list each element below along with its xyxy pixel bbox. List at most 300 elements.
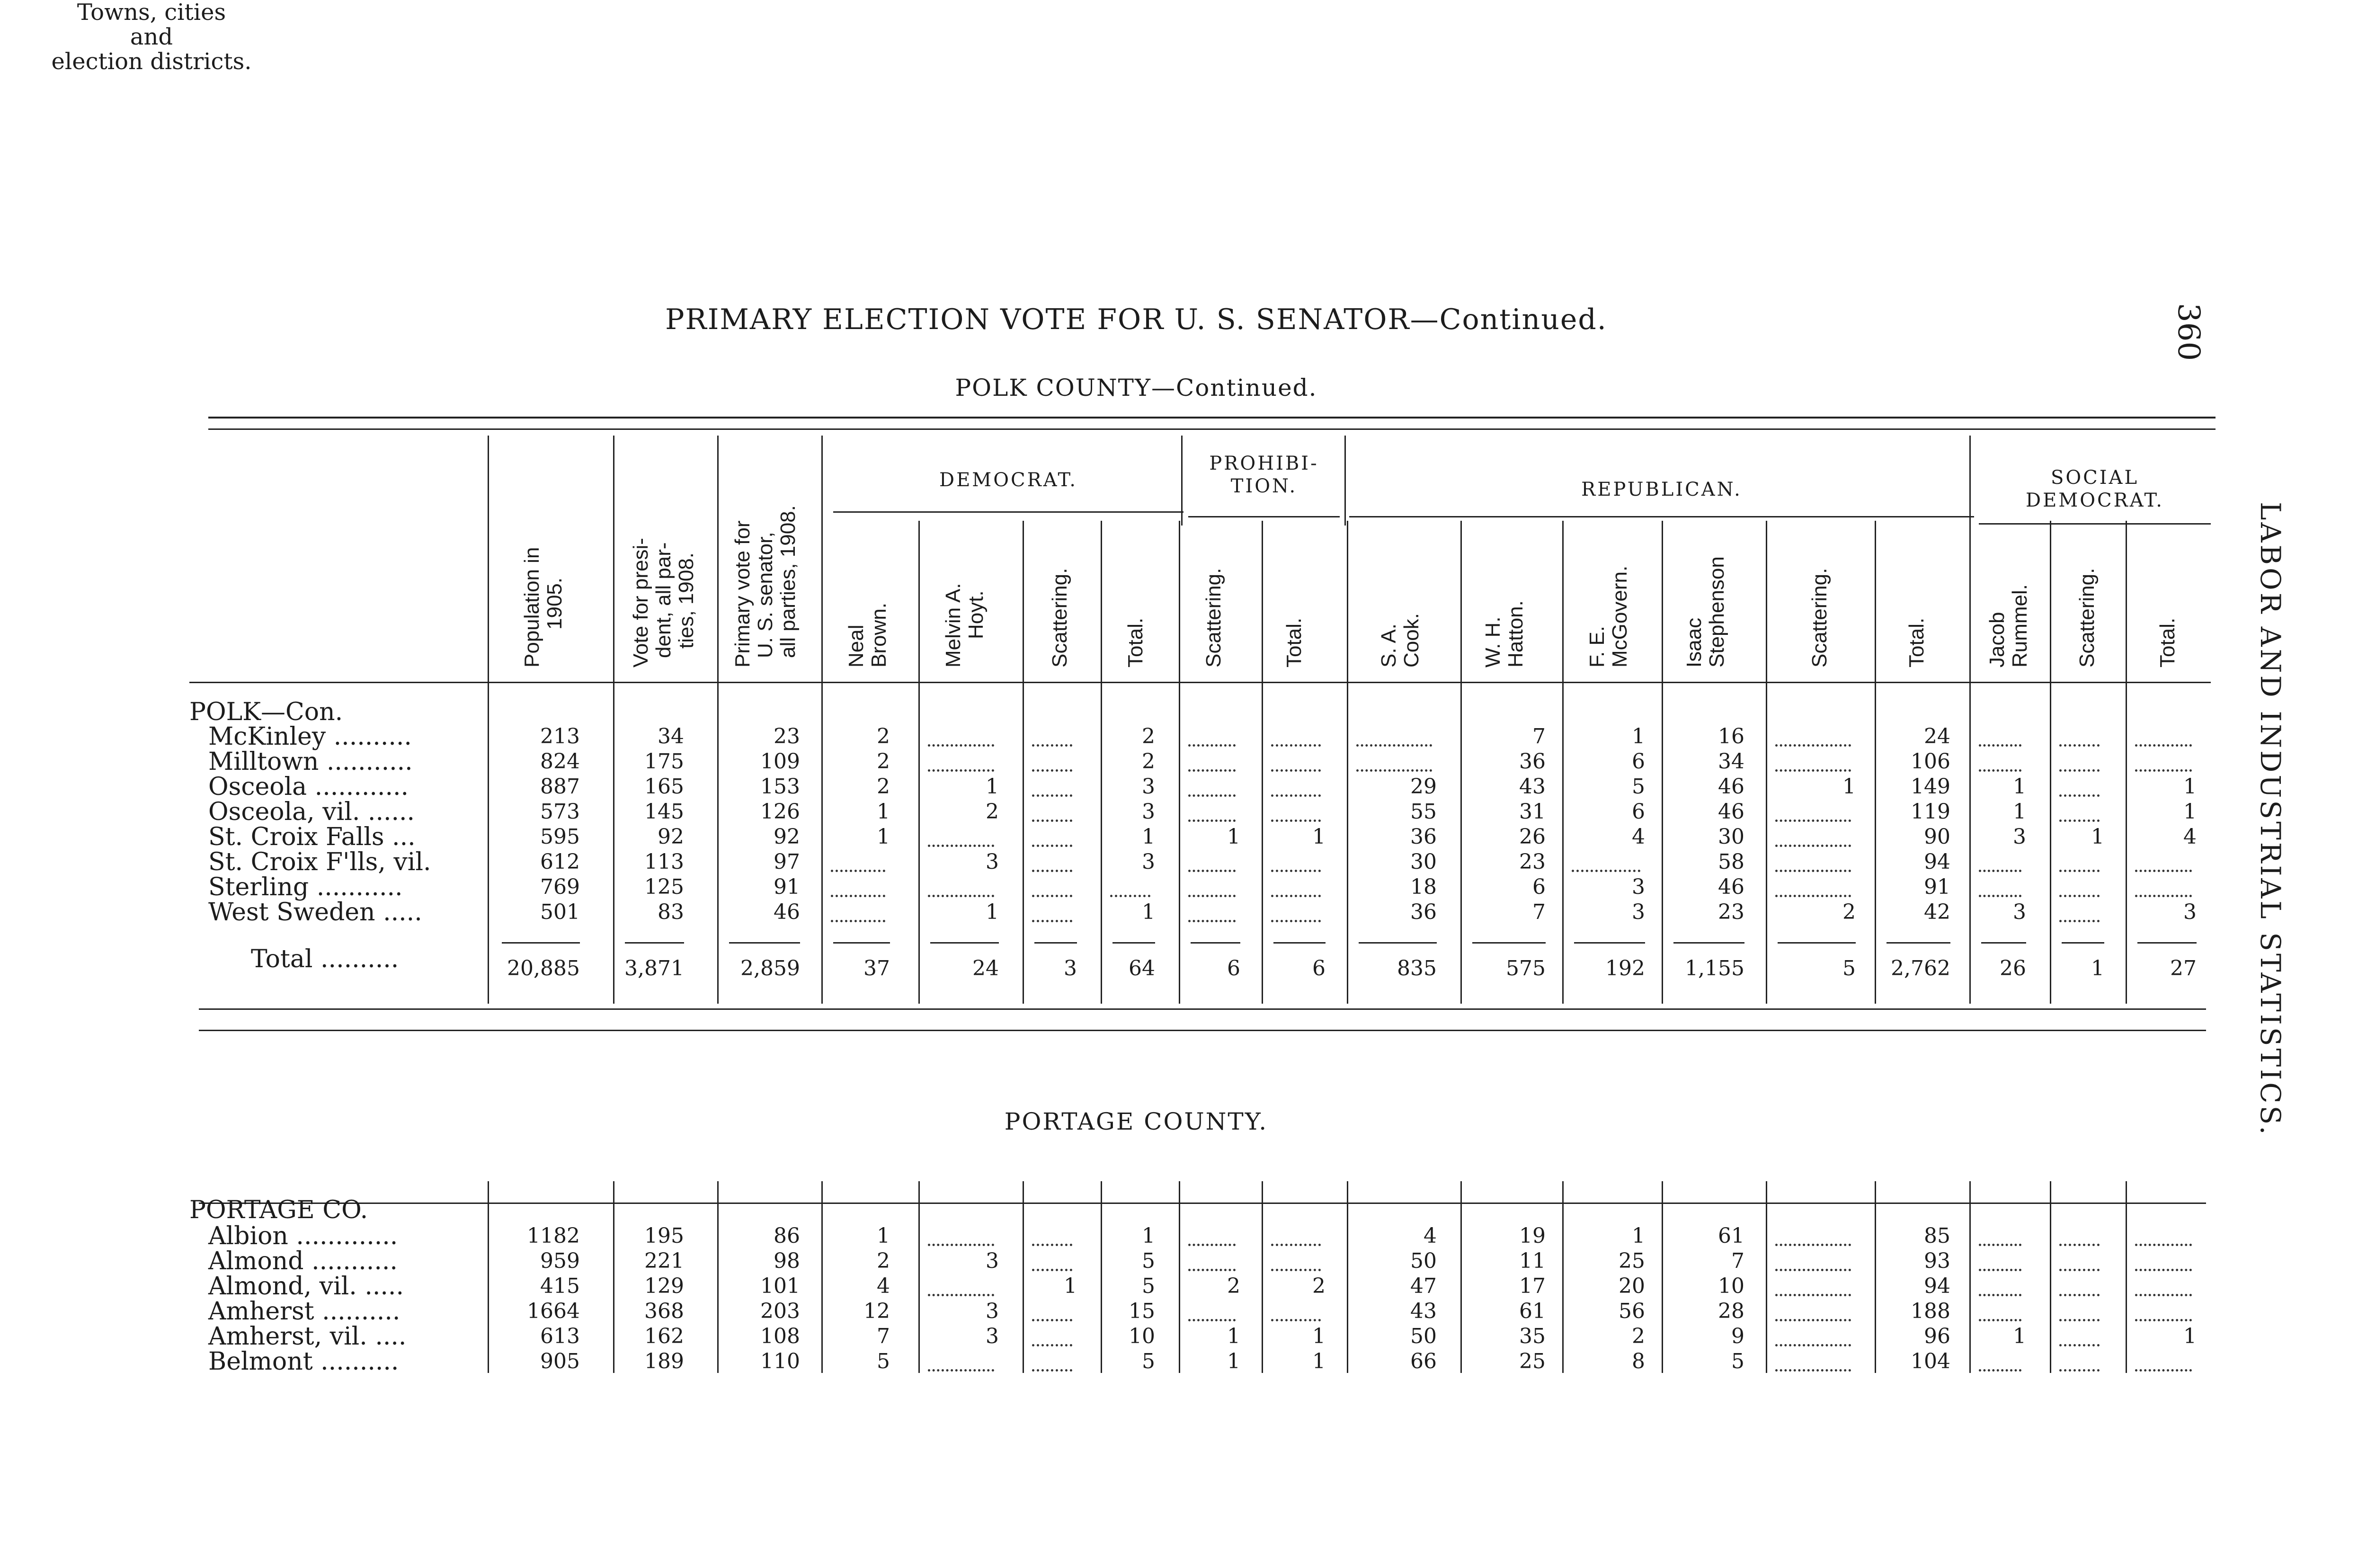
- polk-cell-primary-vote: 97: [774, 850, 800, 874]
- column-rule: [613, 436, 614, 1004]
- polk-leader-dots: [1188, 801, 1236, 822]
- polk-cell-vote-president: 34: [658, 724, 684, 748]
- portage-cell-dem-total: 10: [1129, 1324, 1155, 1348]
- polk-cell-population: 213: [540, 724, 580, 748]
- portage-cell-dem-total: 5: [1142, 1274, 1155, 1298]
- polk-leader-dots: [1032, 750, 1072, 772]
- portage-leader-dots: [1775, 1350, 1851, 1372]
- column-rule: [1262, 521, 1263, 1004]
- polk-total-rummel: 26: [2000, 956, 2026, 980]
- column-rule: [613, 1181, 614, 1373]
- portage-leader-dots: [1979, 1300, 2021, 1321]
- column-rule: [1262, 1181, 1263, 1373]
- portage-cell-primary-vote: 110: [760, 1349, 800, 1373]
- polk-leader-dots: [1775, 801, 1851, 822]
- col-header-pro-total-line-1: Total.: [1282, 617, 1306, 668]
- polk-cell-melvin-hoyt: 1: [986, 900, 999, 924]
- portage-cell-stephenson: 7: [1731, 1249, 1744, 1273]
- col-header-hatton-line-1: W. H.: [1481, 616, 1504, 668]
- portage-subtitle: PORTAGE COUNTY.: [1004, 1108, 1268, 1135]
- col-header-neal-brown-line-1: Neal: [845, 624, 868, 668]
- column-rule: [1562, 521, 1564, 1004]
- column-rule: [1662, 1181, 1663, 1373]
- portage-section-label: PORTAGE CO.: [189, 1196, 368, 1224]
- polk-cell-dem-total: 2: [1142, 724, 1155, 748]
- polk-leader-dots: [928, 876, 994, 897]
- portage-cell-dem-total: 1: [1142, 1224, 1155, 1248]
- polk-row-label: Osceola ............: [208, 773, 409, 801]
- portage-leader-dots: [1271, 1300, 1321, 1321]
- portage-leader-dots: [1979, 1350, 2021, 1372]
- col-header-dem-scattering-line-1: Scattering.: [1048, 568, 1071, 668]
- polk-row-label: McKinley ..........: [208, 722, 412, 751]
- polk-total-vote-president: 3,871: [624, 956, 684, 980]
- portage-leader-dots: [1271, 1225, 1321, 1246]
- polk-section-label: POLK—Con.: [189, 698, 343, 726]
- polk-cell-primary-vote: 46: [774, 900, 800, 924]
- polk-leader-dots: [2059, 775, 2100, 797]
- polk-row-label: Osceola, vil. ......: [208, 798, 415, 826]
- portage-leader-dots: [2059, 1225, 2100, 1246]
- col-header-cook-line-2: Cook.: [1400, 613, 1423, 668]
- col-header-hatton: [1482, 600, 1527, 668]
- total-rule: [930, 942, 999, 944]
- total-rule: [1034, 942, 1077, 944]
- polk-bottom-rule: [199, 1008, 2206, 1010]
- group-rule: [1969, 436, 1971, 526]
- democrat-header: DEMOCRAT.: [939, 469, 1077, 491]
- polk-leader-dots: [1775, 750, 1851, 772]
- portage-cell-pro-total: 2: [1312, 1274, 1326, 1298]
- portage-cell-cook: 4: [1424, 1224, 1437, 1248]
- polk-leader-dots: [2135, 725, 2192, 747]
- polk-cell-rep-total: 24: [1924, 724, 1950, 748]
- column-rule: [488, 436, 489, 1004]
- polk-leader-dots: [1188, 750, 1236, 772]
- polk-cell-sd-scattering: 1: [2091, 825, 2104, 849]
- col-header-neal-brown: [845, 603, 890, 668]
- col-header-sd-total-line-1: Total.: [2156, 617, 2179, 668]
- polk-cell-sd-total: 1: [2183, 800, 2197, 824]
- polk-cell-primary-vote: 109: [760, 749, 800, 774]
- polk-leader-dots: [1188, 851, 1236, 872]
- portage-cell-melvin-hoyt: 3: [986, 1324, 999, 1348]
- polk-cell-cook: 30: [1410, 850, 1437, 874]
- portage-leader-dots: [2059, 1350, 2100, 1372]
- polk-total-population: 20,885: [507, 956, 580, 980]
- polk-cell-population: 595: [540, 825, 580, 849]
- portage-cell-rep-total: 93: [1924, 1249, 1950, 1273]
- column-rule: [1023, 521, 1024, 1004]
- portage-cell-mcgovern: 25: [1619, 1249, 1645, 1273]
- total-rule: [2137, 942, 2197, 944]
- polk-cell-dem-total: 2: [1142, 749, 1155, 774]
- polk-cell-population: 612: [540, 850, 580, 874]
- polk-cell-stephenson: 58: [1718, 850, 1744, 874]
- polk-cell-cook: 29: [1410, 775, 1437, 799]
- portage-cell-pro-scattering: 1: [1227, 1324, 1240, 1348]
- total-rule: [2062, 942, 2104, 944]
- total-rule: [1112, 942, 1155, 944]
- polk-leader-dots: [1032, 851, 1072, 872]
- polk-cell-melvin-hoyt: 3: [986, 850, 999, 874]
- polk-leader-dots: [1775, 876, 1851, 897]
- portage-cell-hatton: 17: [1519, 1274, 1546, 1298]
- polk-leader-dots: [1271, 725, 1321, 747]
- polk-cell-dem-total: 3: [1142, 800, 1155, 824]
- col-header-melvin-hoyt-line-2: Hoyt.: [964, 590, 988, 639]
- portage-cell-stephenson: 5: [1731, 1349, 1744, 1373]
- polk-cell-vote-president: 113: [644, 850, 684, 874]
- portage-cell-neal-brown: 12: [863, 1299, 890, 1323]
- column-rule: [1101, 521, 1102, 1004]
- polk-cell-mcgovern: 3: [1632, 875, 1645, 899]
- col-header-mcgovern-line-2: McGovern.: [1608, 565, 1631, 668]
- polk-cell-stephenson: 46: [1718, 775, 1744, 799]
- col-header-rep-total: [1905, 618, 1928, 668]
- portage-cell-vote-president: 221: [644, 1249, 684, 1273]
- polk-leader-dots: [1979, 851, 2021, 872]
- social-democrat-underline: [1979, 523, 2211, 525]
- col-header-population: [521, 547, 566, 668]
- portage-leader-dots: [1775, 1250, 1851, 1271]
- col-header-sd-scattering-line-1: Scattering.: [2075, 568, 2099, 668]
- portage-cell-rep-total: 85: [1924, 1224, 1950, 1248]
- portage-cell-cook: 66: [1410, 1349, 1437, 1373]
- column-rule: [1662, 521, 1663, 1004]
- polk-cell-population: 501: [540, 900, 580, 924]
- polk-leader-dots: [1271, 851, 1321, 872]
- portage-row-label: Almond, vil. .....: [208, 1272, 404, 1301]
- polk-leader-dots: [1032, 775, 1072, 797]
- column-rule: [1766, 1181, 1767, 1373]
- polk-cell-neal-brown: 1: [877, 825, 890, 849]
- portage-row-label: Almond ...........: [208, 1247, 398, 1275]
- polk-leader-dots: [1110, 876, 1150, 897]
- col-header-dem-total-line-1: Total.: [1124, 617, 1147, 668]
- portage-cell-primary-vote: 98: [774, 1249, 800, 1273]
- column-rule: [2050, 1181, 2051, 1373]
- polk-cell-mcgovern: 6: [1632, 800, 1645, 824]
- polk-leader-dots: [1032, 801, 1072, 822]
- polk-cell-neal-brown: 2: [877, 724, 890, 748]
- portage-cell-dem-total: 5: [1142, 1349, 1155, 1373]
- portage-leader-dots: [1775, 1325, 1851, 1346]
- portage-cell-vote-president: 189: [644, 1349, 684, 1373]
- polk-cell-rep-scattering: 2: [1842, 900, 1856, 924]
- polk-cell-vote-president: 92: [658, 825, 684, 849]
- col-header-cook: [1378, 613, 1423, 668]
- polk-leader-dots: [1032, 725, 1072, 747]
- portage-cell-pro-scattering: 1: [1227, 1349, 1240, 1373]
- polk-cell-dem-total: 3: [1142, 775, 1155, 799]
- polk-total-pro-scattering: 6: [1227, 956, 1240, 980]
- column-rule: [1347, 521, 1348, 1004]
- portage-cell-mcgovern: 2: [1632, 1324, 1645, 1348]
- col-header-stephenson-line-1: Isaac: [1682, 617, 1706, 668]
- portage-cell-mcgovern: 56: [1619, 1299, 1645, 1323]
- portage-cell-mcgovern: 1: [1632, 1224, 1645, 1248]
- polk-total-rep-total: 2,762: [1891, 956, 1950, 980]
- portage-leader-dots: [1188, 1300, 1236, 1321]
- portage-cell-vote-president: 368: [644, 1299, 684, 1323]
- col-header-pro-total: [1283, 618, 1306, 668]
- total-rule: [1981, 942, 2026, 944]
- polk-subtitle: POLK COUNTY—Continued.: [955, 374, 1317, 401]
- header-bottom-rule: [189, 682, 2211, 683]
- column-rule: [1460, 1181, 1462, 1373]
- total-rule: [1574, 942, 1645, 944]
- col-header-rummel-line-2: Rummel.: [2008, 584, 2031, 668]
- polk-cell-mcgovern: 3: [1632, 900, 1645, 924]
- col-header-stephenson-line-2: Stephenson: [1705, 556, 1728, 668]
- portage-cell-population: 959: [540, 1249, 580, 1273]
- polk-cell-stephenson: 46: [1718, 800, 1744, 824]
- polk-total-mcgovern: 192: [1605, 956, 1645, 980]
- prohibition-header: [1188, 452, 1340, 498]
- total-rule: [502, 942, 580, 944]
- page-title: PRIMARY ELECTION VOTE FOR U. S. SENATOR—Continued.: [665, 303, 1607, 336]
- polk-cell-hatton: 7: [1532, 900, 1546, 924]
- polk-cell-dem-total: 1: [1142, 825, 1155, 849]
- portage-leader-dots: [928, 1275, 994, 1296]
- portage-cell-dem-scattering: 1: [1064, 1274, 1077, 1298]
- polk-cell-rep-total: 42: [1924, 900, 1950, 924]
- portage-cell-pro-total: 1: [1312, 1324, 1326, 1348]
- col-header-rummel-line-1: Jacob: [1985, 612, 2009, 668]
- polk-leader-dots: [1271, 876, 1321, 897]
- polk-cell-neal-brown: 1: [877, 800, 890, 824]
- table-top-rule-2: [208, 428, 2216, 430]
- polk-cell-vote-president: 165: [644, 775, 684, 799]
- portage-cell-sd-total: 1: [2183, 1324, 2197, 1348]
- polk-leader-dots: [1271, 775, 1321, 797]
- polk-cell-neal-brown: 2: [877, 775, 890, 799]
- col-header-sd-total: [2156, 618, 2179, 668]
- portage-row-label: Belmont ..........: [208, 1347, 399, 1376]
- column-rule: [717, 436, 719, 1004]
- polk-cell-hatton: 43: [1519, 775, 1546, 799]
- column-rule: [918, 521, 920, 1004]
- column-rule: [1179, 521, 1180, 1004]
- polk-cell-rep-total: 91: [1924, 875, 1950, 899]
- polk-cell-rummel: 3: [2013, 825, 2026, 849]
- total-rule: [729, 942, 800, 944]
- polk-cell-cook: 18: [1410, 875, 1437, 899]
- col-header-primary-vote-line-3: all parties, 1908.: [776, 505, 800, 658]
- column-rule: [1969, 1181, 1971, 1373]
- polk-row-label: Sterling ...........: [208, 873, 403, 901]
- polk-cell-primary-vote: 91: [774, 875, 800, 899]
- portage-leader-dots: [1775, 1225, 1851, 1246]
- col-header-cook-line-1: S. A.: [1377, 624, 1400, 668]
- stub-header-line-2: and: [130, 24, 173, 50]
- polk-cell-rep-total: 149: [1911, 775, 1950, 799]
- polk-cell-rummel: 3: [2013, 900, 2026, 924]
- polk-cell-rummel: 1: [2013, 775, 2026, 799]
- polk-leader-dots: [1979, 876, 2021, 897]
- portage-leader-dots: [1775, 1300, 1851, 1321]
- portage-leader-dots: [1775, 1275, 1851, 1296]
- polk-cell-cook: 36: [1410, 825, 1437, 849]
- portage-leader-dots: [928, 1350, 994, 1372]
- polk-cell-sd-total: 3: [2183, 900, 2197, 924]
- portage-leader-dots: [1032, 1250, 1072, 1271]
- col-header-rep-scattering: [1808, 568, 1831, 668]
- portage-cell-pro-total: 1: [1312, 1349, 1326, 1373]
- portage-cell-neal-brown: 7: [877, 1324, 890, 1348]
- portage-leader-dots: [2135, 1250, 2192, 1271]
- total-rule: [1359, 942, 1437, 944]
- portage-leader-dots: [2135, 1350, 2192, 1372]
- polk-leader-dots: [1979, 725, 2021, 747]
- polk-bottom-rule-2: [199, 1030, 2206, 1031]
- polk-cell-vote-president: 175: [644, 749, 684, 774]
- portage-leader-dots: [1032, 1325, 1072, 1346]
- polk-leader-dots: [1271, 801, 1321, 822]
- polk-leader-dots: [1979, 750, 2021, 772]
- portage-cell-population: 1664: [527, 1299, 580, 1323]
- portage-row-label: Albion .............: [208, 1222, 398, 1250]
- social-democrat-header-line-2: DEMOCRAT.: [2026, 490, 2164, 511]
- col-header-primary-vote: [731, 505, 800, 668]
- prohibition-header-line-2: TION.: [1230, 475, 1298, 497]
- column-rule: [1179, 1181, 1180, 1373]
- portage-cell-rep-total: 188: [1911, 1299, 1950, 1323]
- polk-cell-dem-total: 1: [1142, 900, 1155, 924]
- total-rule: [1886, 942, 1950, 944]
- polk-leader-dots: [2135, 750, 2192, 772]
- polk-leader-dots: [2059, 725, 2100, 747]
- polk-cell-cook: 36: [1410, 900, 1437, 924]
- portage-leader-dots: [1032, 1350, 1072, 1372]
- polk-total-pro-total: 6: [1312, 956, 1326, 980]
- column-rule: [1969, 521, 1971, 1004]
- polk-cell-rep-total: 119: [1911, 800, 1950, 824]
- polk-leader-dots: [1032, 826, 1072, 847]
- total-rule: [1673, 942, 1744, 944]
- portage-leader-dots: [1271, 1250, 1321, 1271]
- portage-cell-mcgovern: 8: [1632, 1349, 1645, 1373]
- polk-leader-dots: [1775, 725, 1851, 747]
- portage-cell-dem-total: 5: [1142, 1249, 1155, 1273]
- polk-leader-dots: [1271, 750, 1321, 772]
- portage-cell-vote-president: 162: [644, 1324, 684, 1348]
- polk-cell-mcgovern: 4: [1632, 825, 1645, 849]
- polk-cell-rep-scattering: 1: [1842, 775, 1856, 799]
- polk-total-sd-total: 27: [2170, 956, 2197, 980]
- col-header-vote-president: [630, 538, 698, 668]
- col-header-neal-brown-line-2: Brown.: [867, 603, 890, 668]
- portage-cell-cook: 50: [1410, 1249, 1437, 1273]
- polk-cell-stephenson: 16: [1718, 724, 1744, 748]
- total-rule: [1273, 942, 1326, 944]
- col-header-rep-total-line-1: Total.: [1905, 617, 1928, 668]
- polk-cell-population: 573: [540, 800, 580, 824]
- portage-top-rule: [199, 1203, 2206, 1204]
- polk-cell-mcgovern: 6: [1632, 749, 1645, 774]
- column-rule: [717, 1181, 719, 1373]
- portage-row-label: Amherst ..........: [208, 1297, 400, 1326]
- polk-leader-dots: [928, 750, 994, 772]
- polk-cell-population: 769: [540, 875, 580, 899]
- portage-cell-vote-president: 129: [644, 1274, 684, 1298]
- portage-cell-population: 613: [540, 1324, 580, 1348]
- polk-row-label: Milltown ...........: [208, 748, 413, 776]
- portage-cell-stephenson: 9: [1731, 1324, 1744, 1348]
- polk-cell-neal-brown: 2: [877, 749, 890, 774]
- polk-cell-primary-vote: 92: [774, 825, 800, 849]
- polk-leader-dots: [1032, 901, 1072, 922]
- polk-total-dem-scattering: 3: [1064, 956, 1077, 980]
- polk-leader-dots: [2059, 876, 2100, 897]
- col-header-pro-scattering: [1202, 568, 1225, 668]
- column-rule: [1875, 521, 1876, 1004]
- polk-total-hatton: 575: [1506, 956, 1546, 980]
- portage-cell-primary-vote: 108: [760, 1324, 800, 1348]
- democrat-underline: [833, 511, 1184, 513]
- total-rule: [625, 942, 684, 944]
- portage-cell-primary-vote: 86: [774, 1224, 800, 1248]
- col-header-pro-scattering-line-1: Scattering.: [1202, 568, 1225, 668]
- col-header-rep-scattering-line-1: Scattering.: [1808, 568, 1831, 668]
- polk-leader-dots: [1188, 876, 1236, 897]
- portage-leader-dots: [1979, 1225, 2021, 1246]
- col-header-mcgovern-line-1: F. E.: [1585, 625, 1609, 668]
- column-rule: [1875, 1181, 1876, 1373]
- polk-leader-dots: [1271, 901, 1321, 922]
- republican-header: REPUBLICAN.: [1581, 479, 1742, 500]
- polk-total-melvin-hoyt: 24: [972, 956, 999, 980]
- col-header-vote-president-line-2: dent, all par-: [652, 542, 675, 658]
- column-rule: [1347, 1181, 1348, 1373]
- prohibition-underline: [1188, 516, 1340, 517]
- stub-header-line-1: Towns, cities: [77, 0, 226, 26]
- polk-cell-mcgovern: 5: [1632, 775, 1645, 799]
- polk-total-sd-scattering: 1: [2091, 956, 2104, 980]
- polk-total-label: Total ..........: [251, 945, 399, 973]
- polk-row-label: St. Croix Falls ...: [208, 823, 416, 851]
- portage-leader-dots: [1188, 1225, 1236, 1246]
- portage-row-label: Amherst, vil. ....: [208, 1322, 407, 1351]
- polk-leader-dots: [2059, 901, 2100, 922]
- polk-cell-melvin-hoyt: 1: [986, 775, 999, 799]
- portage-cell-primary-vote: 203: [760, 1299, 800, 1323]
- polk-leader-dots: [2059, 750, 2100, 772]
- polk-cell-rep-total: 94: [1924, 850, 1950, 874]
- col-header-dem-scattering: [1049, 568, 1071, 668]
- polk-cell-rep-total: 90: [1924, 825, 1950, 849]
- polk-total-cook: 835: [1397, 956, 1437, 980]
- col-header-sd-scattering: [2076, 568, 2099, 668]
- running-head: LABOR AND INDUSTRIAL STATISTICS.: [2254, 502, 2287, 1137]
- polk-leader-dots: [831, 851, 885, 872]
- polk-leader-dots: [831, 901, 885, 922]
- total-rule: [833, 942, 890, 944]
- portage-cell-stephenson: 28: [1718, 1299, 1744, 1323]
- polk-cell-primary-vote: 126: [760, 800, 800, 824]
- column-rule: [1460, 521, 1462, 1004]
- polk-cell-vote-president: 145: [644, 800, 684, 824]
- republican-underline: [1349, 516, 1974, 517]
- polk-cell-vote-president: 83: [658, 900, 684, 924]
- polk-leader-dots: [1572, 851, 1640, 872]
- polk-cell-hatton: 26: [1519, 825, 1546, 849]
- polk-leader-dots: [2059, 801, 2100, 822]
- total-rule: [1191, 942, 1240, 944]
- polk-cell-hatton: 6: [1532, 875, 1546, 899]
- portage-leader-dots: [2059, 1250, 2100, 1271]
